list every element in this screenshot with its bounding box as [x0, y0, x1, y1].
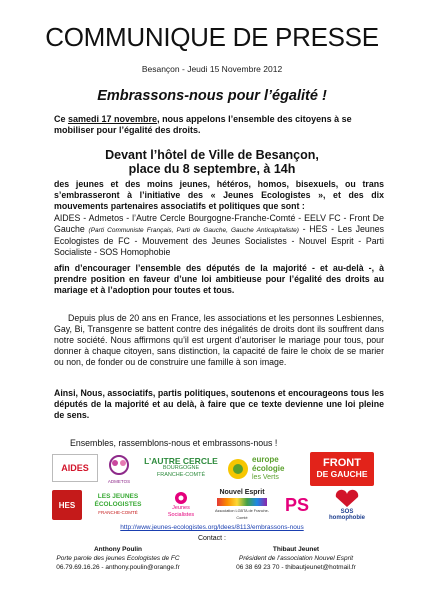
- goal-paragraph: afin d’encourager l’ensemble des députés de la majorité - et au-delà -, à prendre position en faveur d’une loi ambitieuse pour l’égalité des droits au mariage et à l’adoption pour toutes et tous.: [54, 263, 384, 295]
- intro-prefix: Ce: [54, 114, 69, 124]
- dateline: Besançon - Jeudi 15 Novembre 2012: [141, 64, 283, 74]
- contact-left-role: Porte parole des jeunes Ecologistes de FC: [56, 555, 180, 562]
- aides-logo-text: AIDES: [61, 463, 89, 473]
- jeunes-eco-text-3: FRANCHE-COMTÉ: [98, 510, 138, 515]
- contact-left-name: Anthony Poulin: [93, 546, 143, 553]
- event-location: [60, 148, 364, 176]
- intro-paragraph: [54, 114, 384, 136]
- admetos-logo-text: ADMETOS: [107, 479, 131, 484]
- nouvel-esprit-text: Nouvel Esprit: [219, 488, 265, 496]
- partners-intro: des jeunes et des moins jeunes, hétéros, homos, bisexuels, ou trans s’embrasseront à l’initiative des « Jeunes Ecologistes », et des dix mouvements partenaires associatifs et politiques que sont :: [54, 179, 384, 211]
- eelv-text-3: les Verts: [252, 474, 279, 481]
- eelv-text: [252, 455, 284, 482]
- autre-cercle-logo: [142, 454, 220, 482]
- contact-left: [28, 545, 208, 572]
- eelv-text-1: europe: [252, 455, 279, 464]
- partners-list-note: (Parti Communiste Français, Parti de Gauche, Gauche Anticapitaliste): [88, 227, 299, 234]
- support-paragraph: Ainsi, Nous, associatifs, partis politiques, soutenons et encourageons tous les députés de la majorité et au delà, à faire que ce texte devienne une loi pleine de sens.: [54, 388, 384, 420]
- contact-right: [196, 545, 396, 572]
- mjs-text-1: Jeunes: [172, 505, 190, 511]
- eelv-logo: [226, 452, 302, 486]
- location-line-2: place du 8 septembre, à 14h: [128, 162, 296, 176]
- autre-cercle-region-2: FRANCHE-COMTÉ: [156, 471, 206, 478]
- fdg-text-1: FRONT: [323, 457, 361, 469]
- contact-left-info: 06.79.69.16.26 - anthony.poulin@orange.fr: [56, 564, 180, 571]
- mjs-text-2: Socialistes: [167, 512, 195, 518]
- rainbow-flag-icon: [217, 498, 267, 506]
- location-line-1: Devant l’hôtel de Ville de Besançon,: [105, 148, 319, 162]
- sos-homophobie-logo: [322, 488, 372, 522]
- website-link[interactable]: http://www.jeunes-ecologistes.org/ldees/8113/embrassons-nous: [120, 524, 304, 531]
- autre-cercle-title: L’AUTRE CERCLE: [144, 455, 218, 466]
- partners-list: [54, 213, 384, 258]
- intro-rest: , nous appelons l’ensemble des citoyens à se mobiliser pour l’égalité des droits.: [54, 114, 352, 135]
- jeunes-ecologistes-logo: [88, 490, 148, 520]
- aides-logo: [52, 454, 98, 482]
- sos-logo-text: SOS homophobie: [329, 509, 365, 521]
- autre-cercle-region-1: BOURGOGNE: [162, 464, 200, 471]
- sunflower-icon: [226, 457, 250, 481]
- mjs-logo: [158, 488, 204, 522]
- eelv-text-2: écologie: [252, 464, 285, 473]
- hes-logo-text: HES: [58, 500, 76, 510]
- jeunes-eco-text-2: ÉCOLOGISTES: [94, 501, 142, 508]
- ps-logo: [280, 490, 314, 520]
- fdg-text-2: DE GAUCHE: [316, 469, 368, 479]
- nouvel-esprit-subtitle: Association LGBTA de Franche-Comté: [215, 508, 269, 520]
- headline: Embrassons-nous pour l’égalité !: [97, 88, 327, 104]
- contact-right-role: Président de l’association Nouvel Esprit: [238, 555, 354, 562]
- partners-list-a: AIDES - Admetos - l’Autre Cercle Bourgogne-Franche-Comté - EELV FC - Front De Gauche: [54, 213, 384, 234]
- document-title: COMMUNIQUE DE PRESSE: [45, 22, 379, 52]
- contact-label: Contact :: [197, 535, 226, 542]
- partner-logos: [48, 452, 378, 522]
- hes-logo: [52, 490, 82, 520]
- heart-icon: [333, 489, 361, 509]
- intro-date: samedi 17 novembre: [68, 114, 158, 124]
- ps-logo-text: PS: [284, 494, 309, 515]
- partners-list-b: - HES - Les Jeunes Ecologistes de FC - Mouvement des Jeunes Socialistes - Nouvel Esprit - Parti Socialiste - SOS Homophobie: [54, 224, 384, 257]
- contact-right-info: 06 38 69 23 70 - thibautjeunet@hotmail.fr: [236, 564, 356, 571]
- nouvel-esprit-logo: [212, 488, 272, 522]
- admetos-logo: [102, 452, 136, 484]
- body-paragraph: Depuis plus de 20 ans en France, les associations et les personnes Lesbiennes, Gay, Bi, Transgenre se battent contre des inégalités de droits dont ils souffrent dans notre société. Nous affirmons qu’il est urgent d’autoriser le mariage pour tous, pour donner à chaque citoyen, sans distinction, la capacité de faire le choix de se marier ou non, de fonder ou de construire une famille à son image.: [54, 313, 384, 367]
- closing-line: Ensembles, rassemblons-nous et embrassons-nous !: [70, 438, 278, 448]
- rose-icon: [173, 491, 189, 505]
- front-de-gauche-logo: [310, 452, 374, 486]
- contact-right-name: Thibaut Jeunet: [272, 546, 320, 553]
- jeunes-eco-text-1: LES JEUNES: [97, 493, 139, 500]
